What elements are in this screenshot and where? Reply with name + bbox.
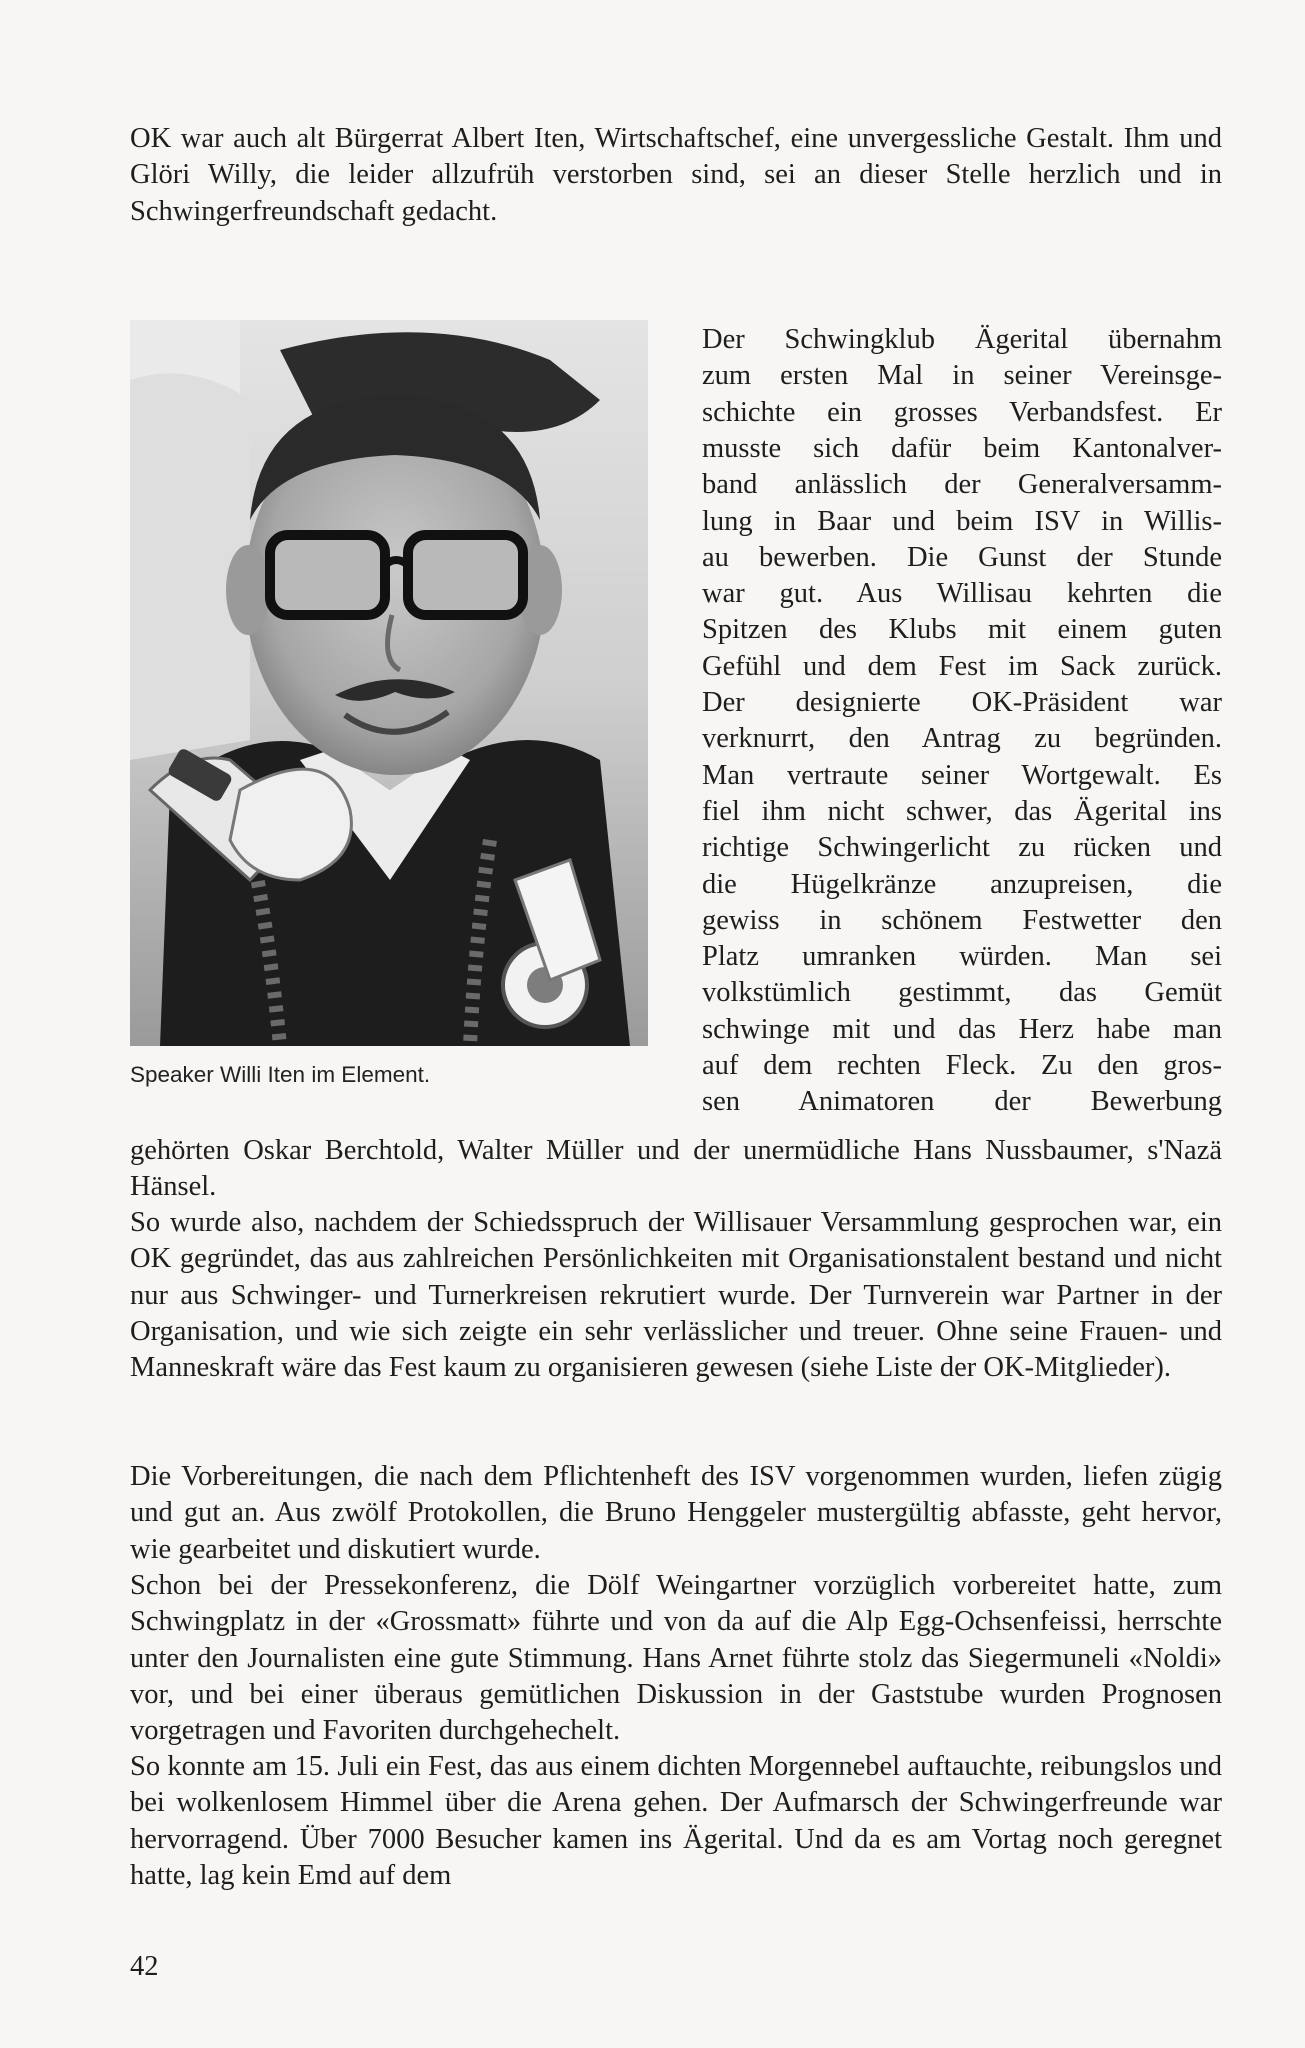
column-line: auf dem rechten Fleck. Zu den gros-	[702, 1050, 1222, 1081]
body-paragraph: So wurde also, nachdem der Schiedsspruch der Willisauer Versammlung gesprochen war, ein OK gegründet, das aus zahlreichen Persönlichkeiten mit Organisationstalent bestand und nicht nur aus Schwinger- und Turnerkreisen rekrutiert wurde. Der Turnverein war Partner in der Organisation, und wie sich zeigte ein sehr verlässlicher und treuer. Ohne seine Frauen- und Manneskraft wäre das Fest kaum zu organisieren gewesen (siehe Liste der OK-Mitglieder).	[130, 1207, 1222, 1384]
column-line: fiel ihm nicht schwer, das Ägerital ins	[702, 795, 1222, 827]
column-line: war gut. Aus Willisau kehrten die	[702, 578, 1222, 610]
column-line: band anlässlich der Generalversamm-	[702, 469, 1222, 501]
column-line: Der Schwingklub Ägerital übernahm	[702, 324, 1222, 355]
column-line: lung in Baar und beim ISV in Willis-	[702, 505, 1222, 537]
column-line: Spitzen des Klubs mit einem guten	[702, 614, 1222, 646]
column-line: richtige Schwingerlicht zu rücken und	[702, 832, 1222, 864]
column-line: Der designierte OK-Präsident war	[702, 687, 1222, 718]
column-line: zum ersten Mal in seiner Vereinsge-	[702, 360, 1222, 392]
column-line: die Hügelkränze anzupreisen, die	[702, 868, 1222, 900]
intro-paragraph: OK war auch alt Bürgerrat Albert Iten, Wirtschaftschef, eine unvergessliche Gestalt. Ihm und Glöri Willy, die leider allzufrüh verstorben sind, sei an dieser Stelle herzlich und in Schwingerfreundschaft gedacht.	[130, 123, 1222, 227]
page-number: 42	[130, 1951, 159, 1982]
column-line: volkstümlich gestimmt, das Gemüt	[702, 977, 1222, 1009]
column-line: Platz umranken würden. Man sei	[702, 941, 1222, 973]
column-line: verknurrt, den Antrag zu begründen.	[702, 723, 1222, 755]
photo-caption: Speaker Willi Iten im Element.	[130, 1062, 431, 1087]
column-line: schichte ein grosses Verbandsfest. Er	[702, 396, 1222, 428]
column-line: schwinge mit und das Herz habe man	[702, 1013, 1222, 1045]
body-paragraph: Schon bei der Pressekonferenz, die Dölf Weingartner vorzüglich vorbereitet hatte, zum Schwingplatz in der «Grossmatt» führte und von da auf die Alp Egg-Ochsenfeissi, herrschte unter den Journalisten eine gute Stimmung. Hans Arnet führte stolz das Siegermuneli «Noldi» vor, und bei einer überaus gemütlichen Diskussion in der Gaststube wurden Prognosen vorgetragen und Favoriten durchgehechelt.	[130, 1570, 1222, 1747]
portrait-photo	[130, 320, 648, 1046]
column-line: au bewerben. Die Gunst der Stunde	[702, 541, 1222, 573]
body-paragraph: gehörten Oskar Berchtold, Walter Müller und der unermüdliche Hans Nussbaumer, s'Nazä Hänsel.	[130, 1135, 1222, 1203]
column-line: Gefühl und dem Fest im Sack zurück.	[702, 650, 1222, 682]
body-paragraph: Die Vorbereitungen, die nach dem Pflichtenheft des ISV vorgenommen wurden, liefen zügig und gut an. Aus zwölf Protokollen, die Bruno Henggeler mustergültig abfasste, geht hervor, wie gearbeitet und diskutiert wurde.	[130, 1461, 1222, 1565]
body-paragraph: So konnte am 15. Juli ein Fest, das aus einem dichten Morgennebel auftauchte, reibungslos und bei wolkenlosem Himmel über die Arena gehen. Der Aufmarsch der Schwingerfreunde war hervorragend. Über 7000 Besucher kamen ins Ägerital. Und da es am Vortag noch geregnet hatte, lag kein Emd auf dem	[130, 1751, 1222, 1891]
portrait-illustration	[130, 320, 648, 1046]
column-line: sen Animatoren der Bewerbung	[702, 1086, 1222, 1118]
column-line: gewiss in schönem Festwetter den	[702, 904, 1222, 936]
column-line: Man vertraute seiner Wortgewalt. Es	[702, 759, 1222, 791]
column-line: musste sich dafür beim Kantonalver-	[702, 432, 1222, 464]
